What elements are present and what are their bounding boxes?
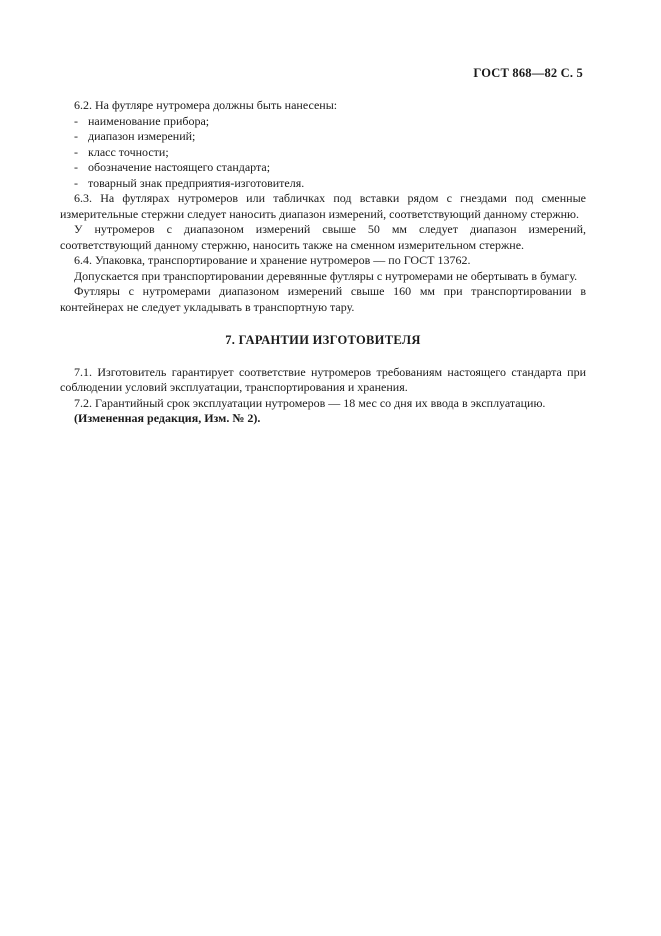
paragraph-6-2: 6.2. На футляре нутромера должны быть нанесены:	[74, 98, 338, 112]
list-item: - диапазон измерений;	[74, 129, 196, 143]
list-item: - обозначение настоящего стандарта;	[74, 160, 271, 174]
paragraph-6-3-cont: У нутромеров с диапазоном измерений свыше 50 мм следует диапазон измерений, соответствующий данному стержню, наносить также на сменном измерительном стержне.	[60, 222, 586, 252]
section-7-title: 7. ГАРАНТИИ ИЗГОТОВИТЕЛЯ	[225, 333, 421, 347]
paragraph-6-4-wrap: Допускается при транспортировании деревянные футляры с нутромерами не обертывать в бумагу.	[74, 268, 578, 283]
paragraph-7-2: 7.2. Гарантийный срок эксплуатации нутромеров — 18 мес со дня их ввода в эксплуатацию.	[74, 395, 546, 410]
paragraph-6-4: 6.4. Упаковка, транспортирование и хранение нутромеров — по ГОСТ 13762.	[74, 253, 471, 267]
paragraph-6-3: 6.3. На футлярах нутромеров или табличках под вставки рядом с гнездами под сменные измерительные стержни следует наносить диапазон измерений, соответствующий данному стержню.	[60, 191, 586, 221]
page-header: ГОСТ 868—82 С. 5	[473, 66, 583, 80]
document-body	[60, 98, 586, 427]
paragraph-7-1: 7.1. Изготовитель гарантирует соответствие нутромеров требованиям настоящего стандарта при соблюдении условий эксплуатации, транспортирования и хранения.	[60, 364, 586, 394]
amendment-note: (Измененная редакция, Изм. № 2).	[74, 411, 261, 425]
list-item: - товарный знак предприятия-изготовителя.	[74, 175, 305, 190]
paragraph-6-4-containers: Футляры с нутромерами диапазоном измерений свыше 160 мм при транспортировании в контейнерах не следует укладывать в транспортную тару.	[60, 284, 586, 314]
list-item: - класс точности;	[74, 144, 169, 159]
list-item: - наименование прибора;	[74, 113, 210, 128]
